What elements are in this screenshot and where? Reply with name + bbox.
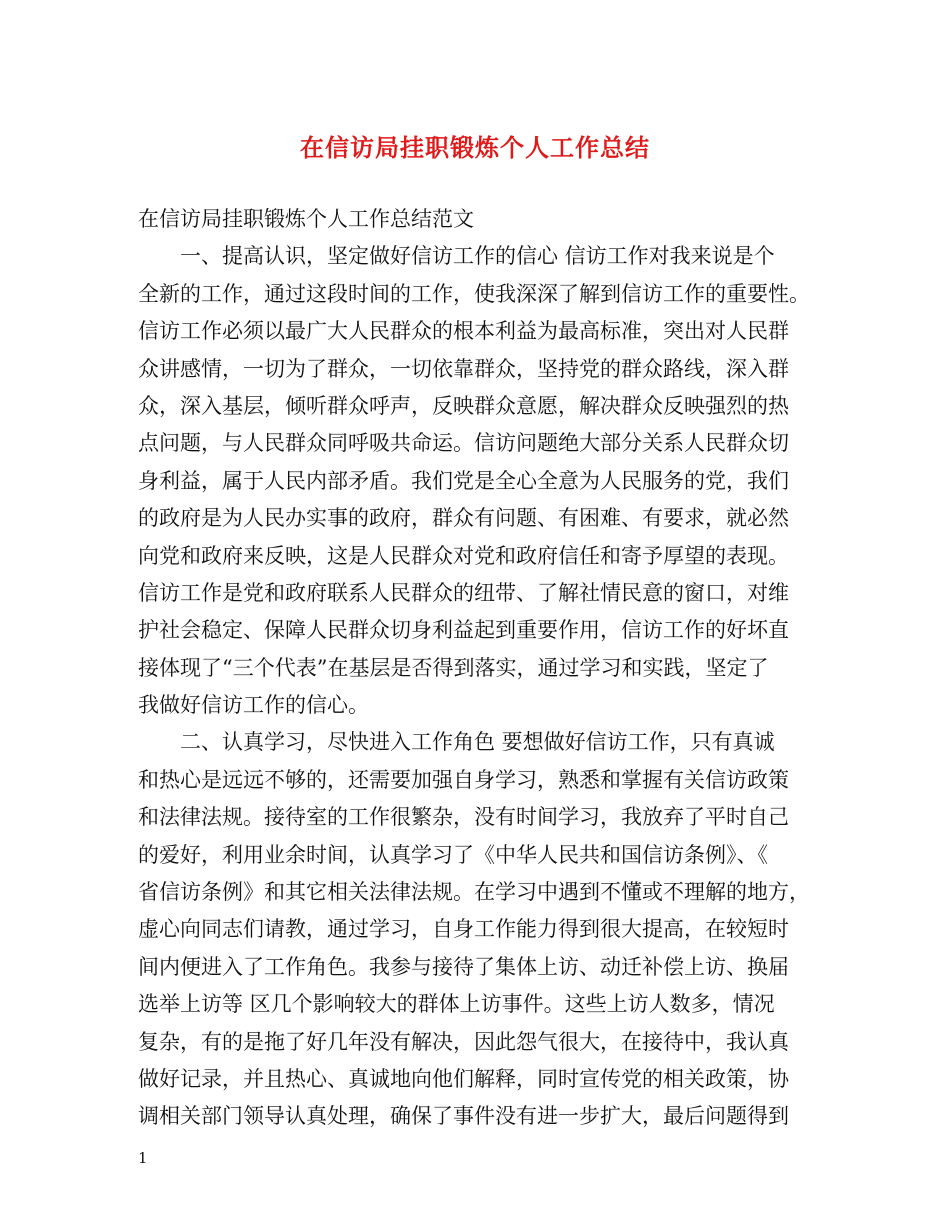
body-line: 信访工作是党和政府联系人民群众的纽带、了解社情民意的窗口，对维 bbox=[138, 580, 789, 605]
body-line: 众，深入基层，倾听群众呼声，反映群众意愿，解决群众反映强烈的热 bbox=[138, 393, 789, 418]
body-line: 接体现了“三个代表”在基层是否得到落实，通过学习和实践，坚定了 bbox=[138, 655, 769, 680]
body-line: 虚心向同志们请教，通过学习，自身工作能力得到很大提高，在较短时 bbox=[138, 917, 789, 942]
body-line: 全新的工作，通过这段时间的工作，使我深深了解到信访工作的重要性。 bbox=[138, 281, 810, 306]
body-line: 复杂，有的是拖了好几年没有解决，因此怨气很大，在接待中，我认真 bbox=[138, 1029, 789, 1054]
body-line: 的政府是为人民办实事的政府，群众有问题、有困难、有要求，就必然 bbox=[138, 506, 789, 531]
body-line: 众讲感情，一切为了群众，一切依靠群众，坚持党的群众路线，深入群 bbox=[138, 356, 789, 381]
body-line: 在信访局挂职锻炼个人工作总结范文 bbox=[138, 207, 474, 231]
body-line: 我做好信访工作的信心。 bbox=[138, 693, 369, 718]
body-line: 的爱好，利用业余时间，认真学习了《中华人民共和国信访条例》、《 bbox=[138, 842, 768, 867]
page-number: 1 bbox=[138, 1149, 148, 1167]
body-line: 和法律法规。接待室的工作很繁杂，没有时间学习，我放弃了平时自己 bbox=[138, 805, 789, 830]
body-line: 信访工作必须以最广大人民群众的根本利益为最高标准，突出对人民群 bbox=[138, 319, 789, 344]
body-line: 和热心是远远不够的，还需要加强自身学习，熟悉和掌握有关信访政策 bbox=[138, 767, 789, 792]
document-body bbox=[138, 201, 828, 1136]
body-line: 向党和政府来反映，这是人民群众对党和政府信任和寄予厚望的表现。 bbox=[138, 543, 789, 568]
body-line: 选举上访等 区几个影响较大的群体上访事件。这些上访人数多，情况 bbox=[138, 992, 775, 1017]
body-line: 二、认真学习，尽快进入工作角色 要想做好信访工作，只有真诚 bbox=[180, 730, 775, 755]
body-line: 护社会稳定、保障人民群众切身利益起到重要作用，信访工作的好坏直 bbox=[138, 618, 789, 643]
document-title: 在信访局挂职锻炼个人工作总结 bbox=[300, 133, 650, 162]
body-line: 做好记录，并且热心、真诚地向他们解释，同时宣传党的相关政策，协 bbox=[138, 1066, 789, 1091]
body-line: 调相关部门领导认真处理，确保了事件没有进一步扩大，最后问题得到 bbox=[138, 1104, 789, 1129]
body-line: 身利益，属于人民内部矛盾。我们党是全心全意为人民服务的党，我们 bbox=[138, 468, 789, 493]
body-line: 点问题，与人民群众同呼吸共命运。信访问题绝大部分关系人民群众切 bbox=[138, 431, 789, 456]
body-line: 省信访条例》和其它相关法律法规。在学习中遇到不懂或不理解的地方， bbox=[138, 880, 810, 905]
body-line: 间内便进入了工作角色。我参与接待了集体上访、动迁补偿上访、换届 bbox=[138, 954, 789, 979]
body-line: 一、提高认识，坚定做好信访工作的信心 信访工作对我来说是个 bbox=[180, 244, 775, 269]
